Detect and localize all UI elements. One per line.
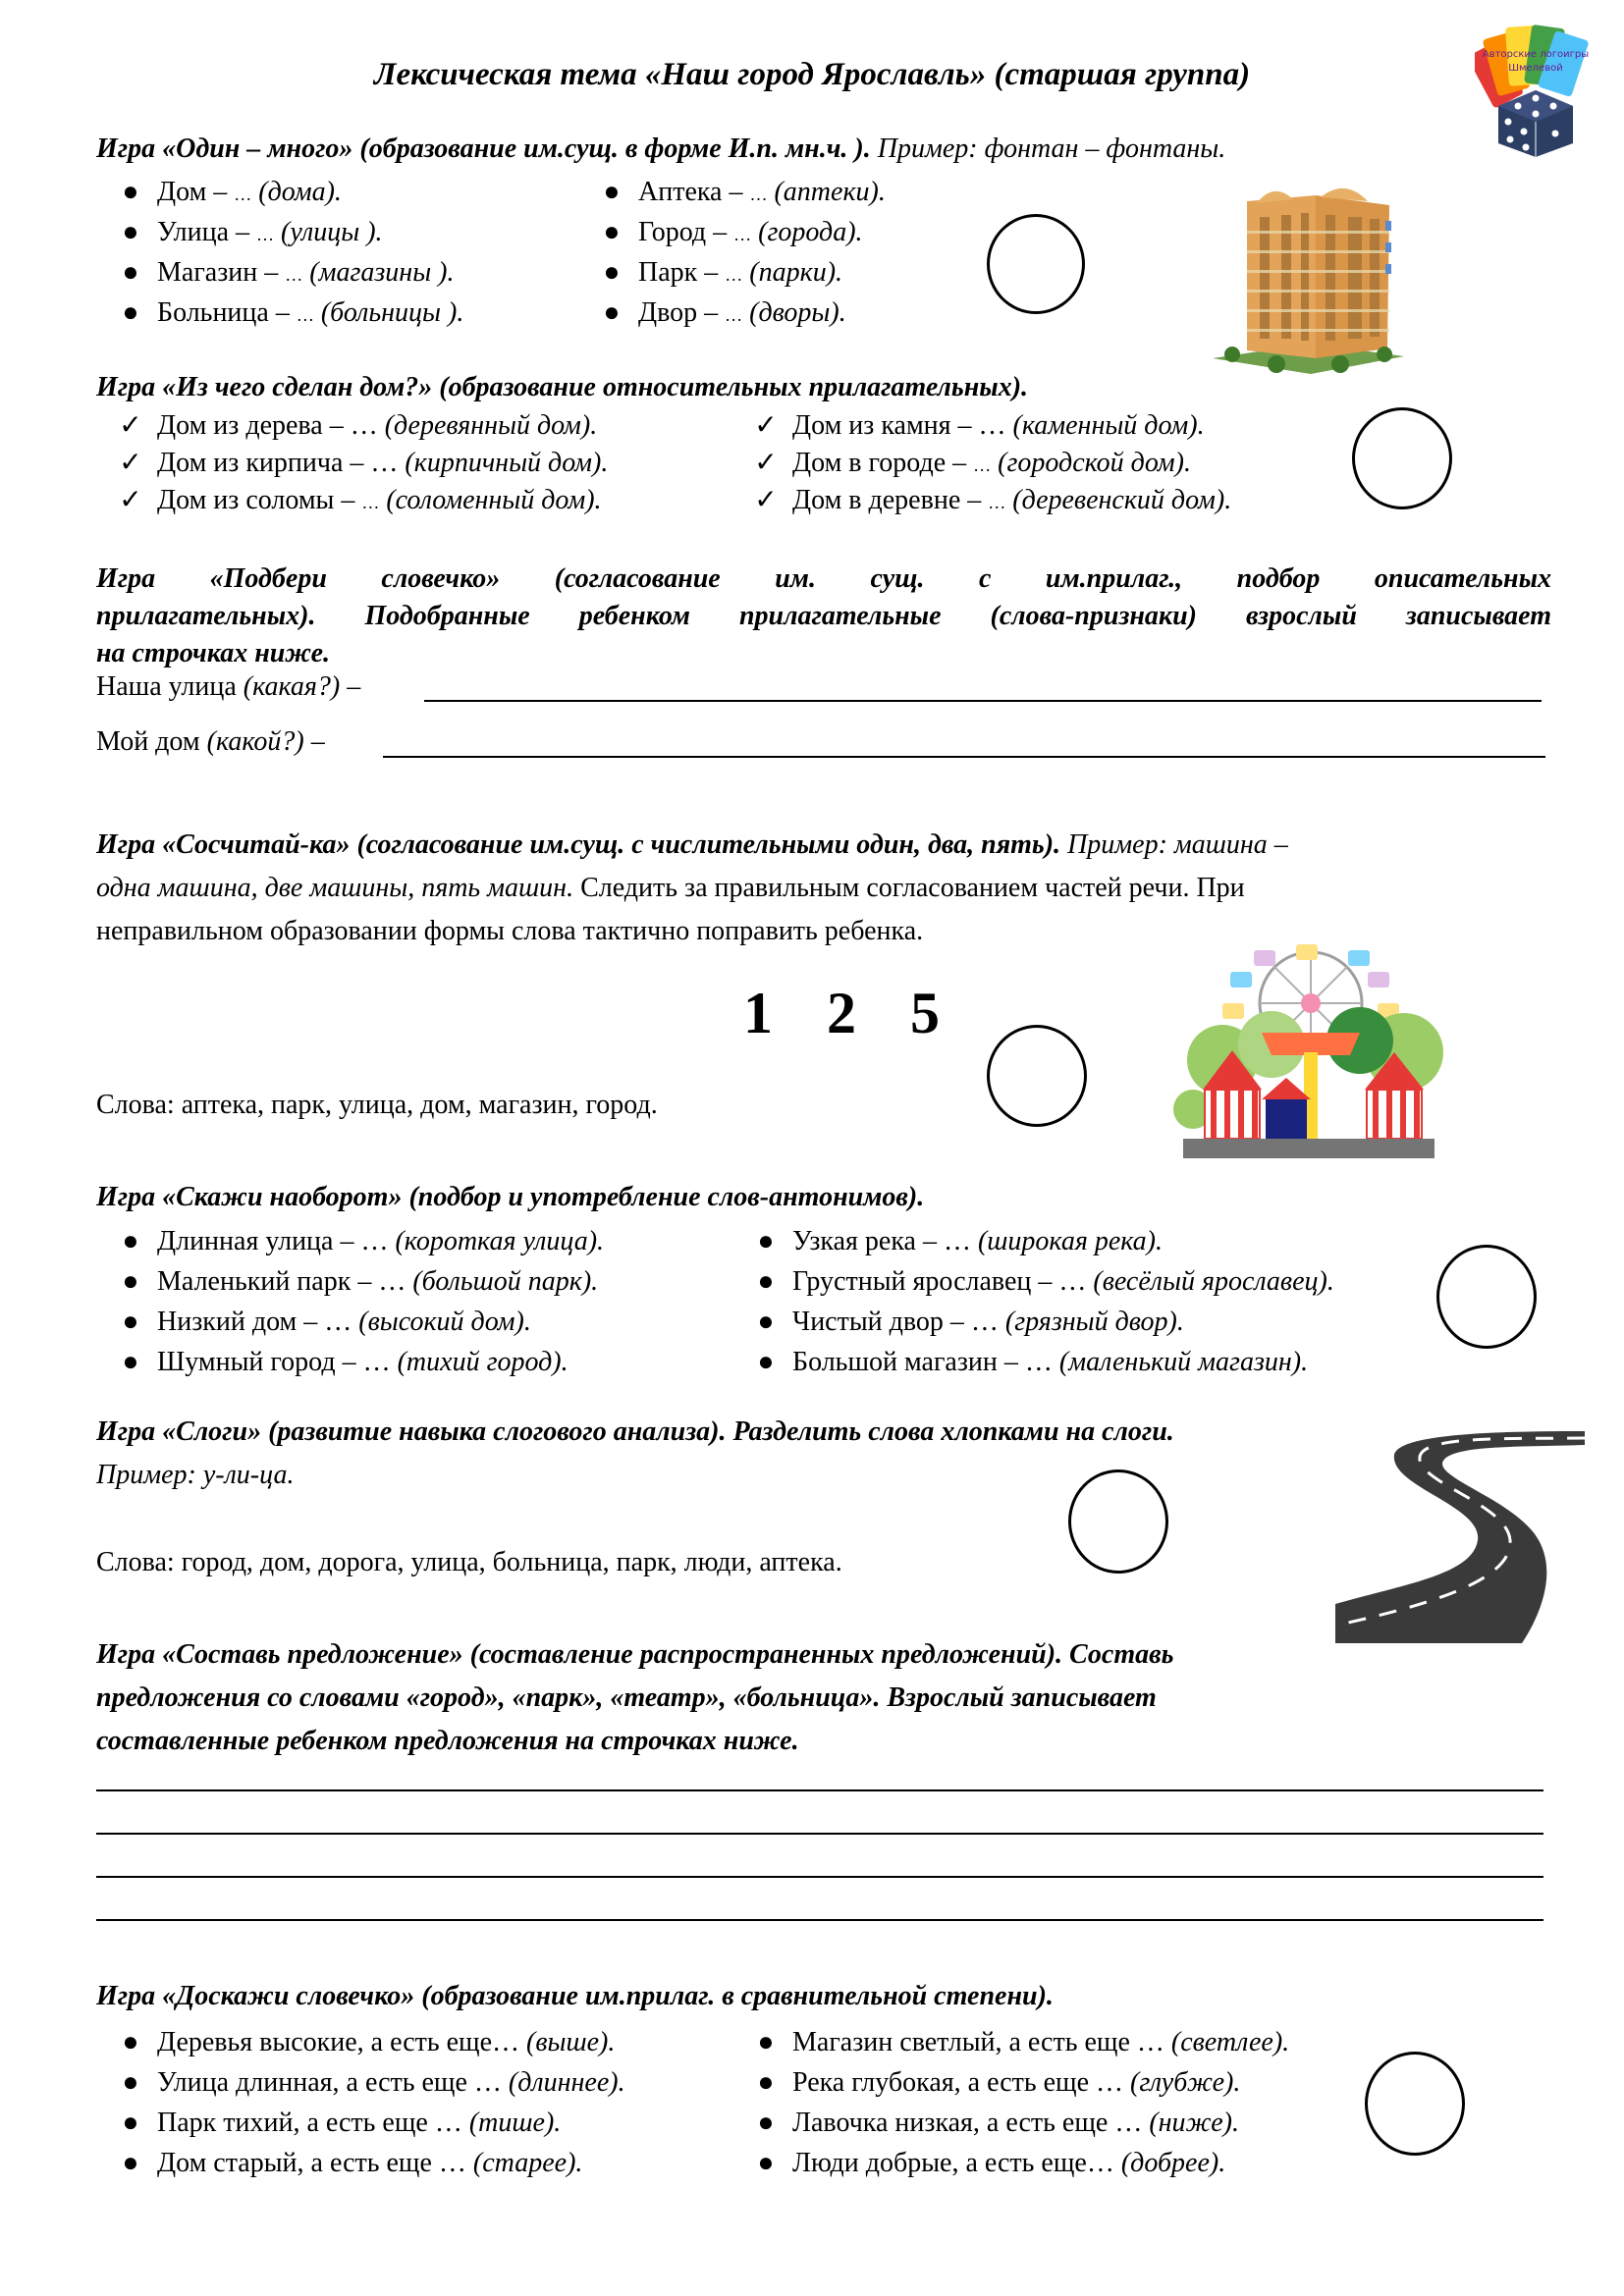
list-item: ● Магазин – … (магазины ).	[96, 252, 463, 293]
answer-line[interactable]	[96, 1789, 1543, 1791]
game5-list-left	[96, 1221, 604, 1382]
game4-line2: одна машина, две машины, пять машин. Следить за правильным согласованием частей речи. При	[96, 873, 1245, 903]
tracking-circle[interactable]	[1068, 1469, 1168, 1574]
list-item: ● Чистый двор – … (грязный двор).	[731, 1302, 1334, 1342]
game3-row-street: Наша улица (какая?) –	[96, 671, 361, 702]
bullet-icon: ●	[757, 1226, 775, 1256]
list-item: ✓ Дом из камня – … (каменный дом).	[731, 407, 1231, 445]
game8-heading: Игра «Доскажи словечко» (образование им.прилаг. в сравнительной степени).	[96, 1981, 1054, 2011]
tracking-circle[interactable]	[1365, 2052, 1465, 2156]
list-item: ● Аптека – … (аптеки).	[577, 172, 886, 212]
bullet-icon: ●	[757, 2148, 775, 2178]
list-item: ✓ Дом из дерева – … (деревянный дом).	[96, 407, 608, 445]
game7-heading-line3: составленные ребенком предложения на строчках ниже.	[96, 1726, 799, 1756]
tracking-circle[interactable]	[987, 1025, 1087, 1127]
game4-words: Слова: аптека, парк, улица, дом, магазин, город.	[96, 1090, 658, 1120]
page-title: Лексическая тема «Наш город Ярославль» (старшая группа)	[373, 57, 1251, 92]
game6-words: Слова: город, дом, дорога, улица, больница, парк, люди, аптека.	[96, 1547, 842, 1577]
bullet-icon: ●	[122, 1347, 139, 1377]
game3-heading-line1: Игра «Подбери словечко» (согласование им. сущ. с им.прилаг., подбор описательных	[96, 563, 1551, 594]
game1-list-right	[577, 172, 886, 333]
bullet-icon: ●	[122, 1307, 139, 1337]
tracking-circle[interactable]	[1352, 407, 1452, 509]
bullet-icon: ●	[122, 177, 139, 207]
game6-example: Пример: у-ли-ца.	[96, 1460, 295, 1490]
game4-numbers	[743, 980, 940, 1047]
list-item: ● Двор – … (дворы).	[577, 293, 886, 333]
list-item: ● Шумный город – … (тихий город).	[96, 1342, 604, 1382]
list-item: ● Дом – … (дома).	[96, 172, 463, 212]
winding-road-image	[1335, 1417, 1585, 1643]
bullet-icon: ●	[757, 2067, 775, 2098]
bullet-icon: ●	[603, 217, 621, 247]
answer-line[interactable]	[96, 1876, 1543, 1878]
bullet-icon: ●	[122, 2148, 139, 2178]
list-item: ✓ Дом из кирпича – … (кирпичный дом).	[96, 445, 608, 482]
checkmark-icon: ✓	[754, 448, 778, 478]
list-item: ● Парк тихий, а есть еще … (тише).	[96, 2103, 625, 2143]
game8-list-right	[731, 2022, 1289, 2183]
bullet-icon: ●	[122, 257, 139, 288]
tracking-circle[interactable]	[987, 214, 1085, 314]
game7-heading-line1: Игра «Составь предложение» (составление распространенных предложений). Составь	[96, 1639, 1174, 1670]
game4-line3: неправильном образовании формы слова тактично поправить ребенка.	[96, 916, 924, 946]
answer-line[interactable]	[96, 1833, 1543, 1835]
list-item: ● Люди добрые, а есть еще… (добрее).	[731, 2143, 1289, 2183]
checkmark-icon: ✓	[754, 485, 778, 515]
list-item: ● Низкий дом – … (высокий дом).	[96, 1302, 604, 1342]
checkmark-icon: ✓	[119, 485, 142, 515]
list-item: ● Город – … (города).	[577, 212, 886, 252]
bullet-icon: ●	[122, 2067, 139, 2098]
list-item: ● Парк – … (парки).	[577, 252, 886, 293]
logo	[1475, 20, 1597, 157]
answer-line-house[interactable]	[383, 756, 1545, 758]
list-item: ● Длинная улица – … (короткая улица).	[96, 1221, 604, 1261]
number-two: 2	[827, 981, 856, 1045]
game2-list-right	[731, 407, 1231, 519]
list-item: ● Улица длинная, а есть еще … (длиннее).	[96, 2062, 625, 2103]
bullet-icon: ●	[122, 1226, 139, 1256]
bullet-icon: ●	[757, 1266, 775, 1297]
list-item: ✓ Дом в городе – … (городской дом).	[731, 445, 1231, 482]
list-item: ● Больница – … (больницы ).	[96, 293, 463, 333]
bullet-icon: ●	[603, 297, 621, 328]
game7-heading-line2: предложения со словами «город», «парк», «театр», «больница». Взрослый записывает	[96, 1682, 1157, 1713]
list-item: ✓ Дом из соломы – … (соломенный дом).	[96, 482, 608, 519]
dice-cards-logo-icon	[1475, 20, 1597, 157]
bullet-icon: ●	[603, 257, 621, 288]
list-item: ● Большой магазин – … (маленький магазин).	[731, 1342, 1334, 1382]
number-five: 5	[910, 981, 940, 1045]
number-one: 1	[743, 981, 773, 1045]
game6-heading: Игра «Слоги» (развитие навыка слогового анализа). Разделить слова хлопками на слоги.	[96, 1416, 1174, 1447]
answer-line[interactable]	[96, 1919, 1543, 1921]
bullet-icon: ●	[757, 1307, 775, 1337]
logo-text-line2: Шмелевой	[1508, 63, 1563, 74]
bullet-icon: ●	[757, 2027, 775, 2057]
checkmark-icon: ✓	[754, 410, 778, 441]
game5-heading: Игра «Скажи наоборот» (подбор и употребление слов-антонимов).	[96, 1182, 925, 1212]
list-item: ● Магазин светлый, а есть еще … (светлее).	[731, 2022, 1289, 2062]
list-item: ● Река глубокая, а есть еще … (глубже).	[731, 2062, 1289, 2103]
apartment-building-image	[1203, 182, 1414, 378]
checkmark-icon: ✓	[119, 448, 142, 478]
game2-heading: Игра «Из чего сделан дом?» (образование относительных прилагательных).	[96, 372, 1029, 402]
bullet-icon: ●	[122, 297, 139, 328]
logo-text-line1: Авторские логоигры	[1482, 49, 1590, 60]
list-item: ● Дом старый, а есть еще … (старее).	[96, 2143, 625, 2183]
bullet-icon: ●	[122, 2027, 139, 2057]
game2-list-left	[96, 407, 608, 519]
game1-heading-title: Игра «Один – много» (образование им.сущ. в форме И.п. мн.ч. ).	[96, 133, 871, 164]
amusement-park-image	[1164, 942, 1458, 1170]
list-item: ● Лавочка низкая, а есть еще … (ниже).	[731, 2103, 1289, 2143]
answer-line-street[interactable]	[424, 700, 1542, 702]
tracking-circle[interactable]	[1436, 1245, 1537, 1349]
bullet-icon: ●	[757, 1347, 775, 1377]
game1-heading-example: Пример: фонтан – фонтаны.	[870, 133, 1226, 164]
game3-row-house: Мой дом (какой?) –	[96, 726, 325, 757]
game3-heading-line3: на строчках ниже.	[96, 638, 331, 668]
game5-list-right	[731, 1221, 1334, 1382]
list-item: ● Маленький парк – … (большой парк).	[96, 1261, 604, 1302]
list-item: ● Деревья высокие, а есть еще… (выше).	[96, 2022, 625, 2062]
game4-line1: Игра «Сосчитай-ка» (согласование им.сущ. с числительными один, два, пять). Пример: машина –	[96, 829, 1288, 860]
list-item: ✓ Дом в деревне – … (деревенский дом).	[731, 482, 1231, 519]
bullet-icon: ●	[122, 1266, 139, 1297]
game3-heading-line2: прилагательных). Подобранные ребенком прилагательные (слова-признаки) взрослый записывает	[96, 601, 1551, 631]
game1-list-left	[96, 172, 463, 333]
game1-heading	[96, 133, 1225, 165]
checkmark-icon: ✓	[119, 410, 142, 441]
list-item: ● Грустный ярославец – … (весёлый ярославец).	[731, 1261, 1334, 1302]
bullet-icon: ●	[603, 177, 621, 207]
bullet-icon: ●	[122, 2108, 139, 2138]
bullet-icon: ●	[122, 217, 139, 247]
game8-list-left	[96, 2022, 625, 2183]
bullet-icon: ●	[757, 2108, 775, 2138]
list-item: ● Узкая река – … (широкая река).	[731, 1221, 1334, 1261]
list-item: ● Улица – … (улицы ).	[96, 212, 463, 252]
